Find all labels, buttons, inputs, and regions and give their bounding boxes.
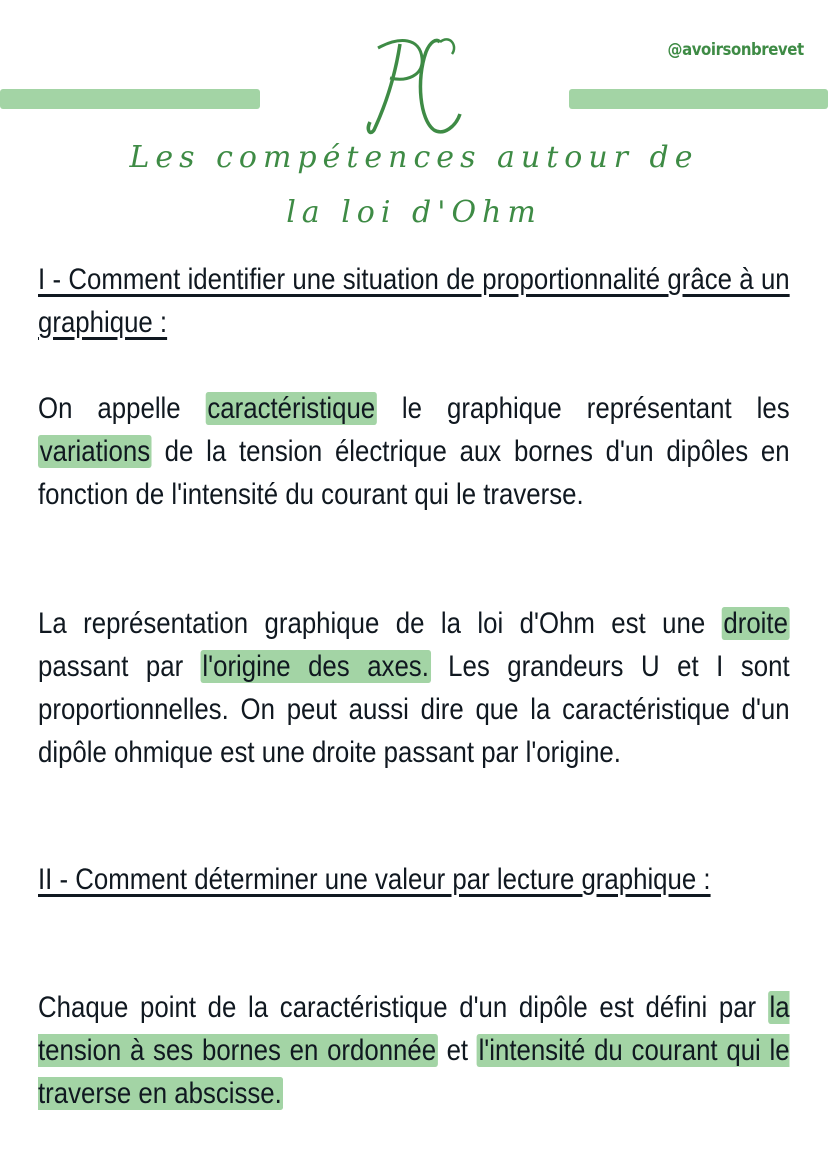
text: le graphique représentant les	[376, 392, 790, 425]
page-title-line1: Les compétences autour de	[129, 140, 699, 175]
text: La représentation graphique de la loi d'Ohm est une	[38, 607, 722, 640]
section2-paragraph1	[38, 986, 790, 1115]
section1-paragraph1	[38, 387, 790, 516]
text: Chaque point de la caractéristique d'un dipôle est défini par	[38, 991, 768, 1024]
highlight-intensite: l'intensité du courant qui le traverse en abscisse.	[38, 1034, 790, 1110]
section1-paragraph2	[38, 602, 790, 774]
page-title-line2: la loi d'Ohm	[286, 195, 542, 230]
text: et	[437, 1034, 477, 1067]
pc-logo-icon	[340, 30, 500, 140]
decorative-bar-right	[569, 89, 828, 109]
text: de la tension électrique aux bornes d'un dipôles en fonction de l'intensité du courant qui le traverse.	[38, 435, 790, 511]
highlight-caracteristique: caractéristique	[207, 392, 376, 425]
decorative-bar-left	[0, 89, 260, 109]
highlight-droite: droite	[723, 607, 788, 640]
highlight-variations: variations	[39, 435, 151, 468]
text: Les grandeurs U et I sont proportionnelles. On peut aussi dire que la caractéristique d'un dipôle ohmique est une droite passant par l'origine.	[38, 650, 790, 769]
section2-heading: II - Comment déterminer une valeur par lecture graphique :	[38, 863, 711, 896]
text: passant par	[38, 650, 201, 683]
author-handle: @avoirsonbrevet	[667, 40, 804, 60]
highlight-tension: la tension à ses bornes en ordonnée	[38, 991, 790, 1067]
section1-heading: I - Comment identifier une situation de proportionnalité grâce à un graphique :	[38, 263, 790, 339]
text: On appelle	[38, 392, 206, 425]
highlight-origine: l'origine des axes.	[202, 650, 429, 683]
